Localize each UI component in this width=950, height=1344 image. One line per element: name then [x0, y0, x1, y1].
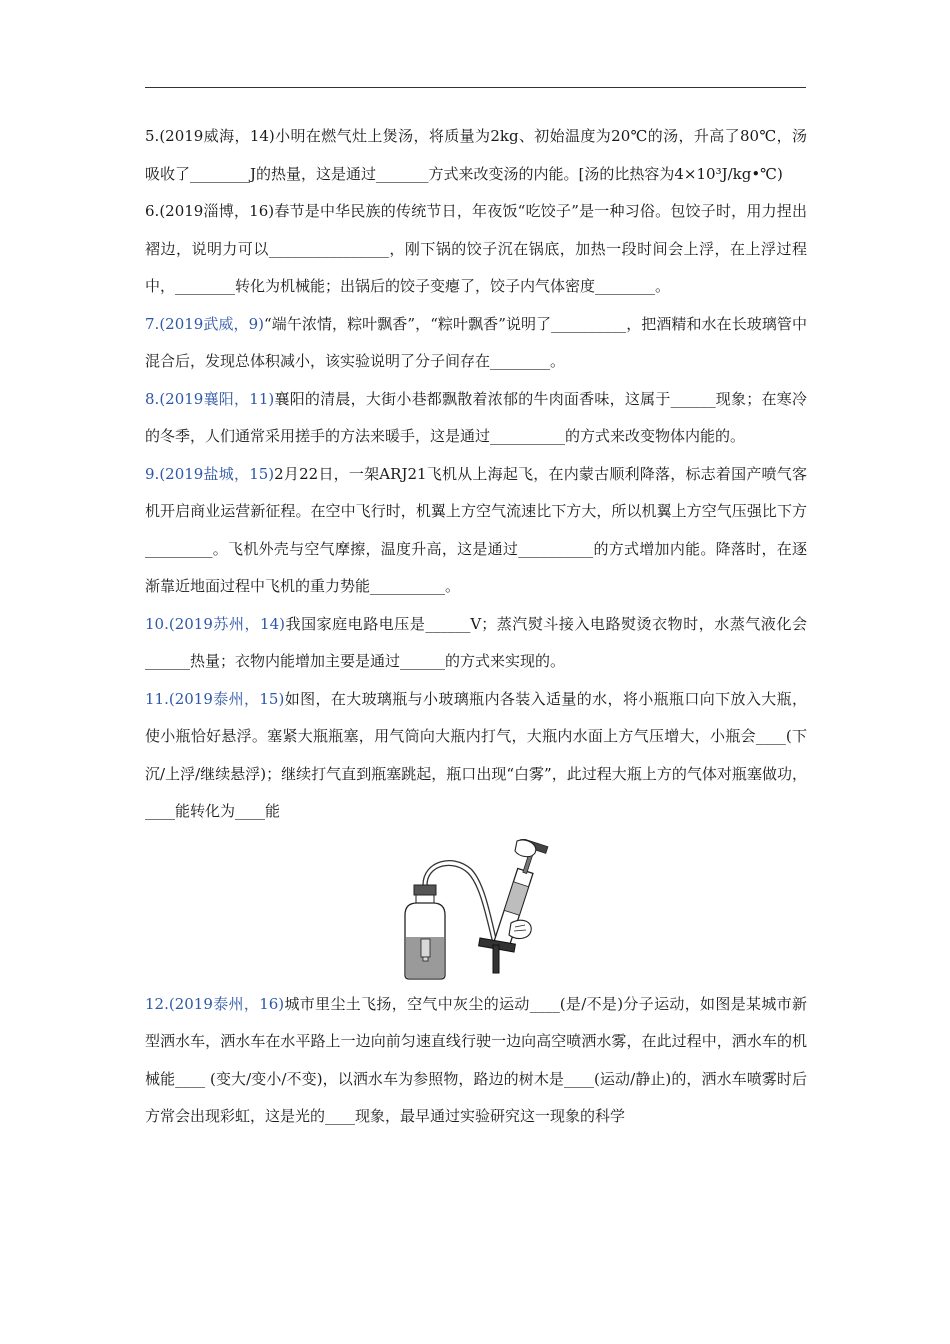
question-source: (2019泰州，15) — [168, 689, 285, 708]
question-source: (2019盐城，15) — [159, 464, 275, 483]
question-text: 2月22日，一架ARJ21飞机从上海起飞，在内蒙古顺利降落，标志着国产喷气客机开启商业运营新征程。在空中飞行时，机翼上方空气流速比下方大，所以机翼上方空气压强比下方_________。飞机外壳与空气摩擦，温度升高，这是通过__________的方式增加内能。降落时，在逐渐靠近地面过程中飞机的重力势能__________。 — [145, 464, 807, 595]
question-8 — [145, 381, 807, 456]
question-5 — [145, 118, 807, 193]
question-text: 小明在燃气灶上煲汤，将质量为2kg、初始温度为20℃的汤，升高了80℃，汤吸收了________J的热量，这是通过_______方式来改变汤的内能。[汤的比热容为4×10³J/kg•℃) — [145, 127, 807, 183]
bottle-pump-illustration — [393, 839, 563, 984]
question-source: (2019泰州，16) — [168, 994, 285, 1013]
question-number: 7. — [145, 314, 160, 333]
question-text: 襄阳的清晨，大街小巷都飘散着浓郁的牛肉面香味，这属于______现象；在寒冷的冬季，人们通常采用搓手的方法来暖手，这是通过__________的方式来改变物体内能的。 — [145, 389, 807, 445]
question-source: (2019淄博，16) — [159, 202, 275, 220]
bottle-pump-figure — [145, 839, 807, 984]
question-text: 春节是中华民族的传统节日，年夜饭“吃饺子”是一种习俗。包饺子时，用力捏出褶边，说明力可以________________，刚下锅的饺子沉在锅底，加热一段时间会上浮，在上浮过程中，________转化为机械能；出锅后的饺子变瘪了，饺子内气体密度________。 — [145, 202, 808, 295]
question-11 — [145, 681, 807, 831]
question-list — [145, 118, 807, 1136]
question-number: 8. — [145, 389, 160, 408]
question-text: 如图，在大玻璃瓶与小玻璃瓶内各装入适量的水，将小瓶瓶口向下放入大瓶，使小瓶恰好悬浮。塞紧大瓶瓶塞，用气筒向大瓶内打气，大瓶内水面上方气压增大，小瓶会____(下沉/上浮/继续悬浮)；继续打气直到瓶塞跳起，瓶口出现“白雾”，此过程大瓶上方的气体对瓶塞做功，____能转化为____能 — [145, 689, 807, 820]
question-12 — [145, 986, 807, 1136]
question-number: 11. — [145, 689, 169, 708]
question-number: 10. — [145, 614, 169, 633]
question-text: “端午浓情，粽叶飘香”，“粽叶飘香”说明了__________，把酒精和水在长玻璃管中混合后，发现总体积减小，该实验说明了分子间存在________。 — [145, 314, 807, 370]
question-6 — [145, 193, 807, 306]
question-number: 9. — [145, 464, 160, 483]
question-number: 6. — [145, 202, 160, 220]
question-9 — [145, 456, 807, 606]
question-text: 城市里尘土飞扬，空气中灰尘的运动____(是/不是)分子运动，如图是某城市新型洒水车，洒水车在水平路上一边向前匀速直线行驶一边向高空喷洒水雾，在此过程中，洒水车的机械能____ (变大/变小/不变)，以洒水车为参照物，路边的树木是____(运动/静止)的，洒水车喷雾时后方常会出现彩虹，这是光的____现象，最早通过实验研究这一现象的科学 — [145, 994, 808, 1125]
question-7 — [145, 306, 807, 381]
question-number: 12. — [145, 994, 169, 1013]
question-source: (2019苏州，14) — [168, 614, 285, 633]
question-text: 我国家庭电路电压是______V；蒸汽熨斗接入电路熨烫衣物时，水蒸气液化会______热量；衣物内能增加主要是通过______的方式来实现的。 — [145, 614, 807, 670]
header-rule — [145, 87, 806, 88]
question-source: (2019武威，9) — [159, 314, 265, 333]
question-source: (2019襄阳，11) — [159, 389, 275, 408]
question-10 — [145, 606, 807, 681]
question-number: 5. — [145, 127, 160, 145]
question-source: (2019威海，14) — [159, 127, 275, 145]
